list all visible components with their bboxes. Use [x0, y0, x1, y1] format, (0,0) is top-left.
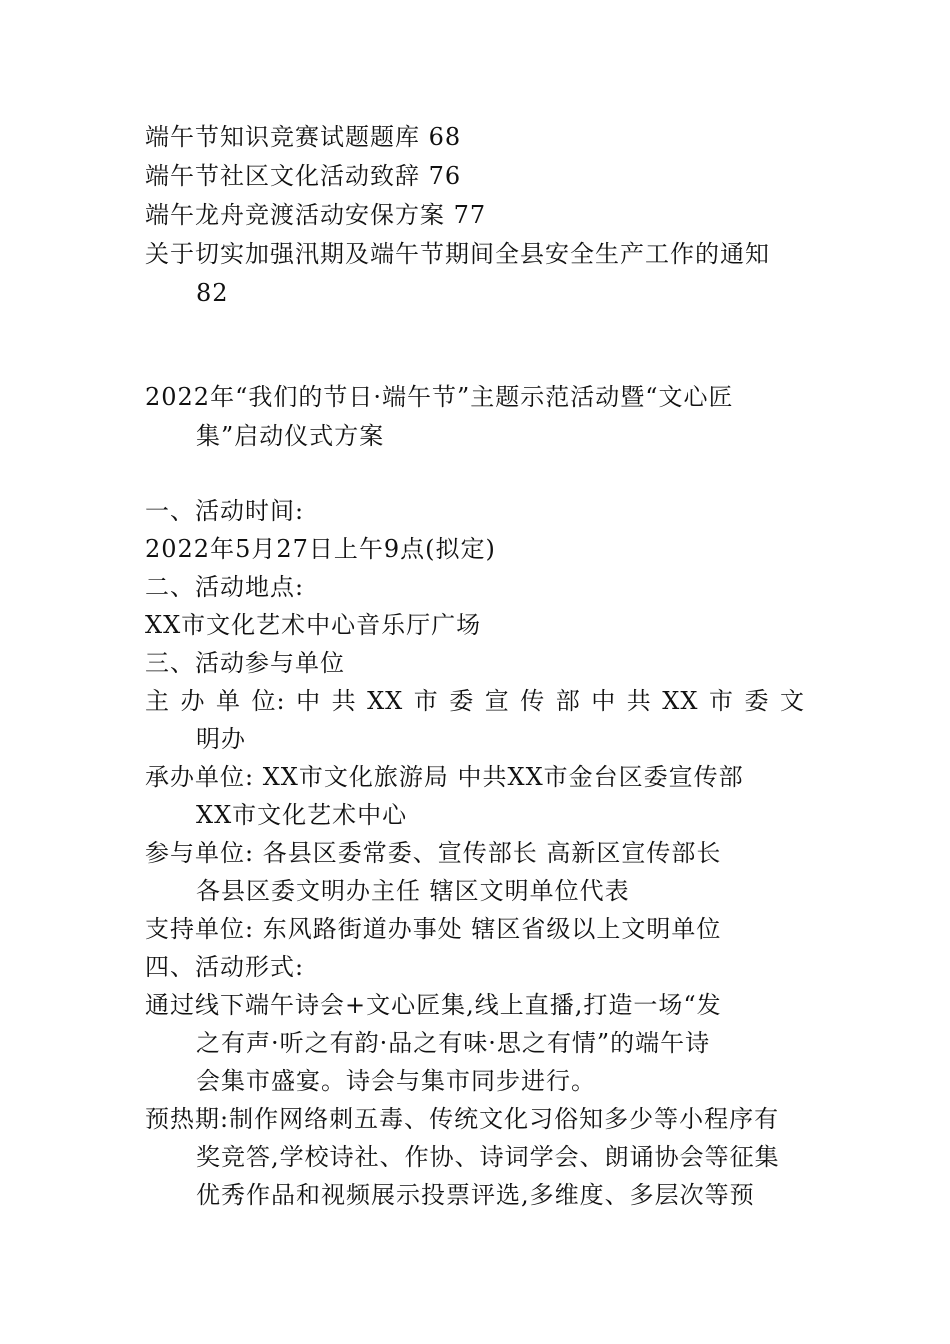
organizer-units-line-continued: XX市文化艺术中心 — [196, 801, 408, 829]
section-body-location: XX市文化艺术中心音乐厅广场 — [145, 611, 482, 639]
host-units-token: 市 — [413, 687, 439, 715]
section-heading-location: 二、活动地点: — [145, 573, 305, 601]
host-units-token: XX — [662, 687, 699, 715]
organizer-units-line: 承办单位: XX市文化旅游局 中共XX市金台区委宣传部 — [145, 763, 744, 791]
participant-units-line: 参与单位: 各县区委常委、宣传部长 高新区宣传部长 — [145, 839, 722, 867]
document-title: 2022年“我们的节日·端午节”主题示范活动暨“文心匠 — [145, 383, 734, 411]
format-paragraph-line: 之有声·听之有韵·品之有味·思之有情”的端午诗 — [196, 1029, 711, 1057]
preheat-paragraph-line: 奖竞答,学校诗社、作协、诗词学会、朗诵协会等征集 — [196, 1143, 780, 1171]
participant-units-line-continued: 各县区委文明办主任 辖区文明单位代表 — [196, 877, 630, 905]
format-paragraph-line: 通过线下端午诗会+文心匠集,线上直播,打造一场“发 — [145, 991, 722, 1019]
toc-item: 关于切实加强汛期及端午节期间全县安全生产工作的通知 — [145, 240, 770, 268]
host-units-token: 办 — [180, 687, 206, 715]
toc-item: 端午节社区文化活动致辞 76 — [145, 162, 462, 190]
preheat-paragraph-line: 优秀作品和视频展示投票评选,多维度、多层次等预 — [196, 1181, 755, 1209]
host-units-token: 宣 — [484, 687, 510, 715]
host-units-token: 中 — [296, 687, 322, 715]
host-units-token: 传 — [520, 687, 546, 715]
host-units-token: 共 — [331, 687, 357, 715]
host-units-token: 主 — [145, 687, 170, 715]
toc-item-page-number: 82 — [196, 279, 229, 307]
host-units-line — [145, 686, 805, 716]
host-units-token: 委 — [449, 687, 475, 715]
preheat-paragraph-line: 预热期:制作网络刺五毒、传统文化习俗知多少等小程序有 — [145, 1105, 780, 1133]
host-units-token: 文 — [779, 687, 805, 715]
host-units-token: 共 — [626, 687, 652, 715]
host-units-line-continued: 明办 — [196, 725, 246, 753]
document-title-continued: 集”启动仪式方案 — [196, 422, 385, 450]
host-units-token: 中 — [591, 687, 617, 715]
host-units-token: 委 — [744, 687, 770, 715]
host-units-token: 部 — [555, 687, 581, 715]
host-units-token: 市 — [708, 687, 734, 715]
host-units-token: 位: — [251, 687, 286, 715]
host-units-token: XX — [367, 687, 404, 715]
section-heading-units: 三、活动参与单位 — [145, 649, 345, 677]
support-units-line: 支持单位: 东风路街道办事处 辖区省级以上文明单位 — [145, 915, 722, 943]
section-body-time: 2022年5月27日上午9点(拟定) — [145, 535, 496, 563]
toc-item: 端午节知识竞赛试题题库 68 — [145, 123, 462, 151]
toc-item: 端午龙舟竞渡活动安保方案 77 — [145, 201, 487, 229]
section-heading-format: 四、活动形式: — [145, 953, 305, 981]
format-paragraph-line: 会集市盛宴。诗会与集市同步进行。 — [196, 1067, 596, 1095]
host-units-token: 单 — [216, 687, 241, 715]
section-heading-time: 一、活动时间: — [145, 497, 305, 525]
